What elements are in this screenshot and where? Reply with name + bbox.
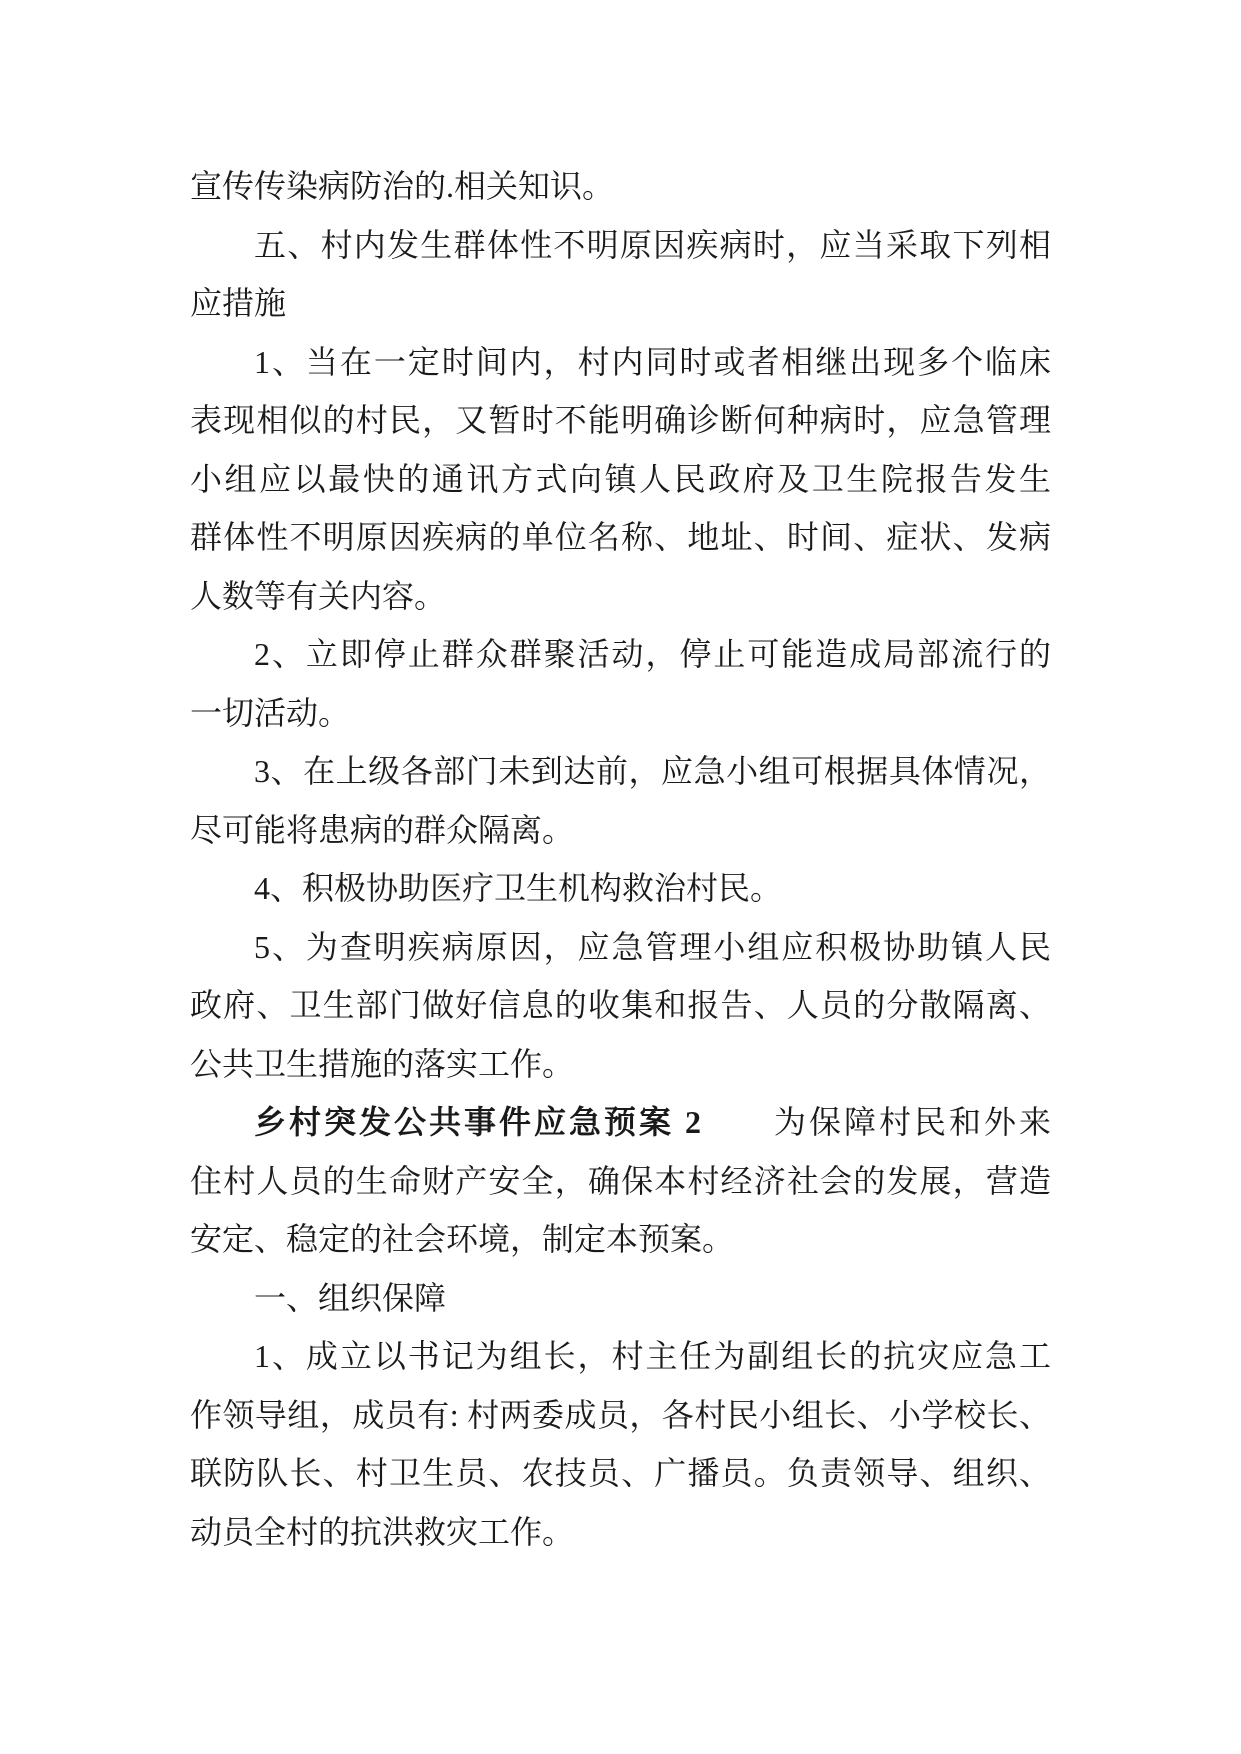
text-line: 应措施: [190, 285, 287, 321]
text-line: 1、成立以书记为组长，村主任为副组长的抗灾应急工: [254, 1338, 1051, 1374]
text-line: 公共卫生措施的落实工作。: [190, 1045, 575, 1082]
text-run: 为保障村民和外来: [700, 1104, 1051, 1140]
section-heading: 乡村突发公共事件应急预案 2: [254, 1104, 701, 1140]
text-line: 人数等有关内容。: [190, 577, 447, 614]
text-line: 小组应以最快的通讯方式向镇人民政府及卫生院报告发生: [190, 460, 1051, 497]
paragraph-line-with-heading: [190, 1093, 1051, 1152]
text-line: 一切活动。: [190, 694, 351, 731]
text-line: 2、立即停止群众群聚活动，停止可能造成局部流行的: [254, 636, 1051, 672]
text-line: 1、当在一定时间内，村内同时或者相继出现多个临床: [254, 343, 1051, 380]
text-line: 宣传传染病防治的.相关知识。: [190, 168, 615, 204]
text-line: 安定、稳定的社会环境，制定本预案。: [190, 1221, 735, 1257]
text-line: 3、在上级各部门未到达前，应急小组可根据具体情况，: [254, 753, 1051, 789]
text-line: 住村人员的生命财产安全，确保本村经济社会的发展，营造: [190, 1162, 1051, 1199]
text-line: 尽可能将患病的群众隔离。: [190, 811, 575, 848]
text-line: 表现相似的村民，又暂时不能明确诊断何种病时，应急管理: [190, 402, 1051, 438]
text-line: 政府、卫生部门做好信息的收集和报告、人员的分散隔离、: [190, 987, 1051, 1023]
text-line: 作领导组，成员有: 村两委成员，各村民小组长、小学校长、: [190, 1396, 1051, 1433]
text-line: 五、村内发生群体性不明原因疾病时，应当采取下列相: [254, 226, 1051, 263]
text-line: 联防队长、村卫生员、农技员、广播员。负责领导、组织、: [190, 1455, 1051, 1491]
text-line: 动员全村的抗洪救灾工作。: [190, 1513, 575, 1550]
text-line: 5、为查明疾病原因，应急管理小组应积极协助镇人民: [254, 928, 1051, 965]
text-block: [190, 157, 1051, 1561]
text-line: 4、积极协助医疗卫生机构救治村民。: [254, 870, 783, 906]
text-line: 群体性不明原因疾病的单位名称、地址、时间、症状、发病: [190, 519, 1051, 555]
text-line: 一、组织保障: [254, 1279, 447, 1316]
